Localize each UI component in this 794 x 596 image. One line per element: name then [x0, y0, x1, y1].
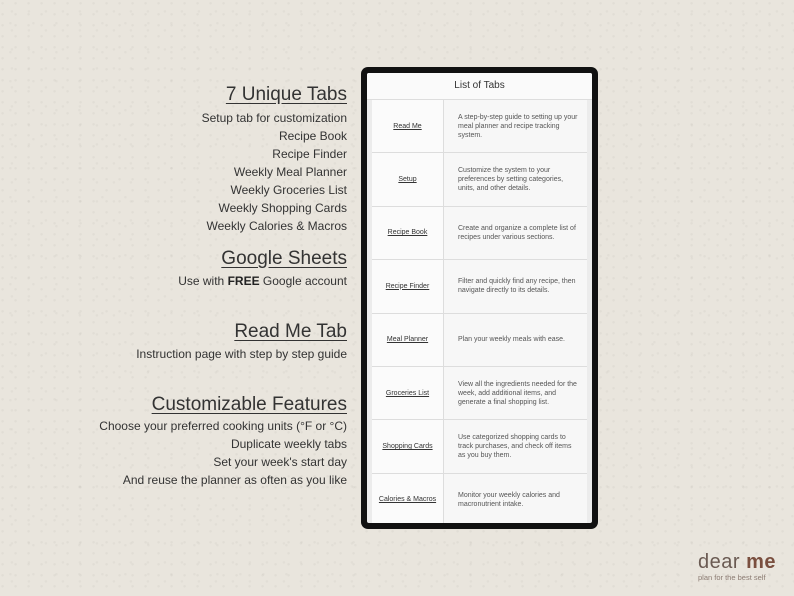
tab-description: Use categorized shopping cards to track purchases, and check off items as you buy them. [458, 434, 572, 460]
readme-line: Instruction page with step by step guide [136, 347, 347, 361]
brand-logo [698, 552, 776, 582]
tab-description: Filter and quickly find any recipe, then navigate directly to its details. [458, 278, 576, 295]
sheets-section [7, 247, 347, 290]
brand-word-me: me [746, 551, 776, 573]
table-row [372, 367, 587, 420]
tab-description: A step-by-step guide to setting up your meal planner and recipe tracking system. [458, 113, 578, 139]
tab-description: View all the ingredients needed for the week, add additional items, and generate a final shopping list. [458, 380, 577, 406]
table-row [372, 474, 587, 523]
custom-line: Choose your preferred cooking units (°F or °C) [99, 419, 347, 433]
custom-heading: Customizable Features [151, 394, 347, 415]
tab-link-groceries-list[interactable]: Groceries List [372, 367, 444, 419]
table-row [372, 420, 587, 473]
sheets-line-suffix: Google account [259, 274, 347, 288]
readme-section [7, 320, 347, 363]
tab-link-setup[interactable]: Setup [372, 153, 444, 205]
tabs-line: Recipe Finder [272, 147, 347, 161]
tab-link-recipe-finder[interactable]: Recipe Finder [372, 260, 444, 312]
table-row [372, 100, 587, 153]
tab-link-shopping-cards[interactable]: Shopping Cards [372, 420, 444, 472]
tabs-line: Weekly Calories & Macros [206, 219, 347, 233]
table-row [372, 207, 587, 260]
table-row [372, 260, 587, 313]
sheets-line [7, 272, 347, 290]
readme-heading: Read Me Tab [234, 321, 347, 342]
sheets-heading: Google Sheets [221, 248, 347, 269]
list-title: List of Tabs [367, 73, 592, 100]
tabs-line: Recipe Book [278, 129, 347, 143]
sheets-line-bold: FREE [227, 274, 260, 288]
tabs-heading: 7 Unique Tabs [225, 84, 347, 105]
tab-link-meal-planner[interactable]: Meal Planner [372, 314, 444, 366]
brand-tagline: plan for the best self [698, 573, 766, 582]
tab-link-recipe-book[interactable]: Recipe Book [372, 207, 444, 259]
tabs-line: Weekly Groceries List [230, 183, 347, 197]
custom-line: Set your week's start day [213, 455, 347, 469]
tabs-section [7, 83, 347, 235]
tab-description: Monitor your weekly calories and macronutrient intake. [458, 491, 560, 508]
custom-line: Duplicate weekly tabs [230, 437, 347, 451]
brand-word-dear: dear [698, 551, 741, 573]
tab-link-calories-macros[interactable]: Calories & Macros [372, 474, 444, 523]
tab-description: Customize the system to your preferences by setting categories, units, and other details. [458, 167, 564, 193]
tabs-line: Weekly Shopping Cards [218, 201, 347, 215]
tab-description: Create and organize a complete list of recipes under various sections. [458, 224, 576, 241]
tabs-line: Weekly Meal Planner [233, 165, 347, 179]
tab-link-read-me[interactable]: Read Me [372, 100, 444, 152]
table-row [372, 153, 587, 206]
table-row [372, 314, 587, 367]
custom-section [7, 393, 347, 489]
tabs-line: Setup tab for customization [201, 111, 347, 125]
sheets-line-prefix: Use with [178, 274, 228, 288]
custom-line: And reuse the planner as often as you like [122, 473, 347, 487]
tablet-frame [361, 67, 598, 529]
tab-description: Plan your weekly meals with ease. [458, 336, 565, 344]
tabs-list [367, 100, 592, 523]
brand-wordmark [698, 552, 776, 572]
tablet-screen [367, 73, 592, 523]
